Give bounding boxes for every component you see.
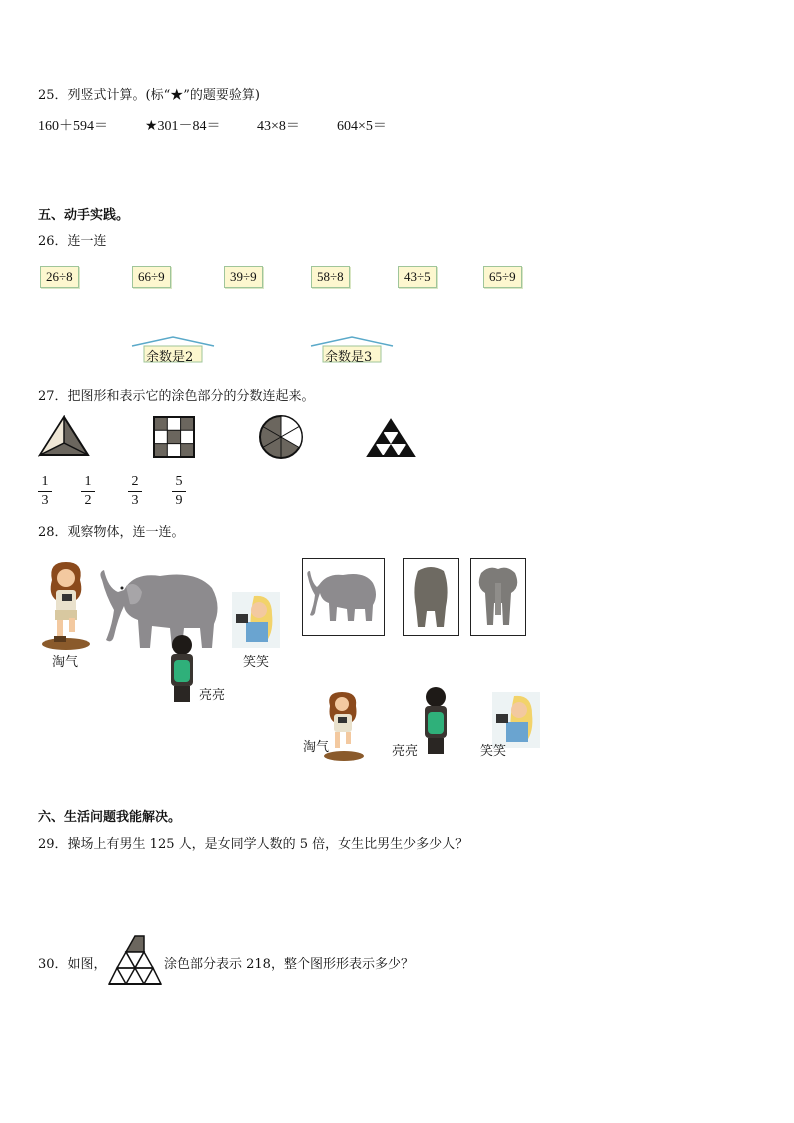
name-xiaoxiao-top: 笑笑 xyxy=(243,655,270,670)
shaded-circle-figure[interactable] xyxy=(258,414,304,460)
elephant-side-view-photo[interactable] xyxy=(302,558,385,636)
name-liangliang-top: 亮亮 xyxy=(199,688,226,703)
q25-expr-3: 43×8＝ xyxy=(257,119,300,134)
division-card-4[interactable]: 58÷8 xyxy=(311,266,350,288)
boy-liangliang-figure xyxy=(420,686,452,756)
shaded-triangle-figure[interactable] xyxy=(38,415,90,457)
q27-title: 27．把图形和表示它的涂色部分的分数连起来。 xyxy=(38,389,315,404)
fraction-numerator: 1 xyxy=(41,474,49,489)
girl-taoqi-figure xyxy=(40,560,92,650)
fraction-denominator: 2 xyxy=(84,493,92,508)
q25-expr-2: ★301－84＝ xyxy=(145,119,221,134)
q25-expr-4: 604×5＝ xyxy=(337,119,387,134)
fraction-denominator: 3 xyxy=(131,493,139,508)
q30-suffix: 涂色部分表示 218，整个图形形表示多少？ xyxy=(164,957,414,972)
division-card-1[interactable]: 26÷8 xyxy=(40,266,79,288)
q28-title: 28．观察物体，连一连。 xyxy=(38,525,185,540)
q25-expr-1: 160＋594＝ xyxy=(38,119,108,134)
q30-prefix: 30．如图， xyxy=(38,957,107,972)
remainder-house-3[interactable] xyxy=(309,336,395,364)
q26-title: 26．连一连 xyxy=(38,234,107,249)
fraction-numerator: 2 xyxy=(131,474,139,489)
elephant-side-icon xyxy=(303,559,384,635)
division-card-5[interactable]: 43÷5 xyxy=(398,266,437,288)
boy-liangliang-figure xyxy=(166,634,198,704)
remainder-label-3: 余数是3 xyxy=(325,350,373,365)
triangle-stack-figure xyxy=(108,934,162,988)
elephant-back-view-photo[interactable] xyxy=(403,558,459,636)
fraction-one-third[interactable] xyxy=(38,474,52,509)
section-5-heading: 五、动手实践。 xyxy=(38,208,130,223)
elephant-side-figure xyxy=(96,566,226,652)
remainder-label-2: 余数是2 xyxy=(146,350,194,365)
fraction-numerator: 5 xyxy=(175,474,183,489)
fraction-two-thirds[interactable] xyxy=(128,474,142,509)
name-taoqi-top: 淘气 xyxy=(52,655,79,670)
q29-text: 29．操场上有男生 125 人，是女同学人数的 5 倍，女生比男生少多少人？ xyxy=(38,837,469,852)
name-xiaoxiao-bottom: 笑笑 xyxy=(480,744,507,759)
elephant-front-view-photo[interactable] xyxy=(470,558,526,636)
fraction-numerator: 1 xyxy=(84,474,92,489)
remainder-house-2[interactable] xyxy=(130,336,216,364)
girl-xiaoxiao-figure xyxy=(232,592,280,648)
q25-title: 25．列竖式计算。(标“★”的题要验算) xyxy=(38,88,260,103)
division-card-2[interactable]: 66÷9 xyxy=(132,266,171,288)
shaded-triangle-grid-figure[interactable] xyxy=(366,418,416,458)
shaded-grid-figure[interactable] xyxy=(153,416,195,458)
division-card-3[interactable]: 39÷9 xyxy=(224,266,263,288)
fraction-denominator: 9 xyxy=(175,493,183,508)
elephant-back-icon xyxy=(404,559,458,635)
fraction-denominator: 3 xyxy=(41,493,49,508)
section-6-heading: 六、生活问题我能解决。 xyxy=(38,810,182,825)
fraction-one-half[interactable] xyxy=(81,474,95,509)
name-taoqi-bottom: 淘气 xyxy=(303,740,330,755)
name-liangliang-bottom: 亮亮 xyxy=(392,744,419,759)
elephant-front-icon xyxy=(471,559,525,635)
fraction-five-ninths[interactable] xyxy=(172,474,186,509)
division-card-6[interactable]: 65÷9 xyxy=(483,266,522,288)
